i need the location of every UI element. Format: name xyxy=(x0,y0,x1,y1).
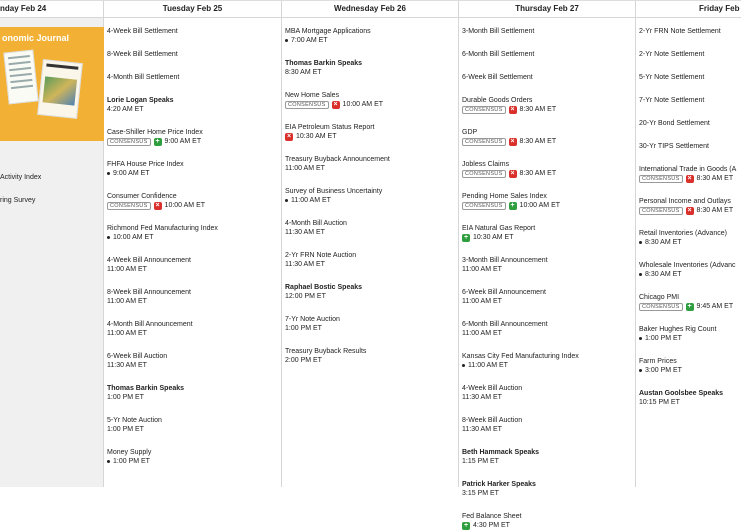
calendar-event[interactable] xyxy=(107,416,278,434)
bullet-dot-icon xyxy=(285,39,288,42)
event-time: 11:00 AM ET xyxy=(107,298,147,305)
event-time: 1:00 PM ET xyxy=(645,335,682,342)
event-name: 6-Month Bill Announcement xyxy=(462,321,548,328)
event-name: 20-Yr Bond Settlement xyxy=(639,120,710,127)
journal-page-image xyxy=(3,50,38,105)
event-name: Treasury Buyback Results xyxy=(285,348,367,355)
event-time: 11:00 AM ET xyxy=(107,266,147,273)
event-time-row xyxy=(639,270,738,279)
consensus-pill[interactable]: CONSENSUS xyxy=(107,202,151,210)
event-time-row xyxy=(285,36,455,45)
event-name: EIA Natural Gas Report xyxy=(462,225,536,232)
event-time: 7:00 AM ET xyxy=(291,37,328,44)
minus-badge-icon: × xyxy=(333,100,338,108)
event-time-row xyxy=(462,297,632,306)
event-time: 11:00 AM ET xyxy=(285,165,325,172)
event-name: Durable Goods Orders xyxy=(462,97,533,104)
event-time: 1:00 PM ET xyxy=(113,458,150,465)
calendar-event[interactable] xyxy=(639,357,738,375)
calendar-event[interactable] xyxy=(107,96,278,114)
event-time: 4:20 AM ET xyxy=(107,106,144,113)
event-time-row xyxy=(462,489,632,498)
event-time-row xyxy=(462,169,632,178)
consensus-pill[interactable]: CONSENSUS xyxy=(285,101,329,109)
calendar-event[interactable] xyxy=(462,256,632,274)
event-time: 8:30 AM ET xyxy=(696,207,734,214)
event-time: 12:00 PM ET xyxy=(285,293,326,300)
event-time: 1:00 PM ET xyxy=(285,325,322,332)
event-time: 11:30 AM ET xyxy=(107,362,147,369)
calendar-event[interactable] xyxy=(639,50,738,59)
event-time-row xyxy=(107,457,278,466)
calendar-event[interactable] xyxy=(462,512,632,530)
event-time-row xyxy=(285,68,455,77)
calendar-event[interactable] xyxy=(462,288,632,306)
event-time-row xyxy=(462,457,632,466)
calendar-event[interactable] xyxy=(285,251,455,269)
event-time: 11:00 AM ET xyxy=(462,330,502,337)
event-name: Chicago PMI xyxy=(639,294,680,301)
event-time: 11:30 AM ET xyxy=(285,261,325,268)
event-time: 8:30 AM ET xyxy=(645,271,682,278)
day-header: Tuesday Feb 25 xyxy=(104,1,281,18)
event-name: 6-Week Bill Settlement xyxy=(462,74,533,81)
calendar-event[interactable] xyxy=(285,283,455,301)
promo-title: onomic Journal xyxy=(2,33,70,43)
event-time-row xyxy=(285,164,455,173)
event-name: Thomas Barkin Speaks xyxy=(107,385,185,392)
event-name: Patrick Harker Speaks xyxy=(462,481,536,488)
calendar-event[interactable] xyxy=(462,27,632,36)
event-name: 7-Yr Note Auction xyxy=(285,316,340,323)
event-name: 4-Week Bill Announcement xyxy=(107,257,191,264)
event-time-row xyxy=(285,100,455,109)
bullet-dot-icon xyxy=(639,273,642,276)
calendar-event[interactable] xyxy=(639,73,738,82)
event-time-row xyxy=(107,105,278,114)
event-time: 11:30 AM ET xyxy=(462,394,502,401)
event-name: 5-Yr Note Settlement xyxy=(639,74,705,81)
event-name: 4-Week Bill Settlement xyxy=(107,28,178,35)
calendar-event[interactable] xyxy=(107,27,278,36)
event-time: 10:00 AM ET xyxy=(342,101,384,108)
minus-badge-icon: × xyxy=(687,206,692,214)
minus-badge-icon: × xyxy=(286,132,292,140)
event-time: 8:30 AM ET xyxy=(519,170,557,177)
event-name: Richmond Fed Manufacturing Index xyxy=(107,225,218,232)
calendar-event[interactable] xyxy=(639,96,738,105)
event-name: Beth Hammack Speaks xyxy=(462,449,540,456)
event-time: 11:00 AM ET xyxy=(462,298,502,305)
calendar-event[interactable] xyxy=(639,142,738,151)
event-time-row xyxy=(107,393,278,402)
calendar-event[interactable] xyxy=(285,219,455,237)
minus-badge-icon: × xyxy=(155,201,160,209)
minus-badge-icon: × xyxy=(510,105,515,113)
event-time-row xyxy=(462,201,632,210)
calendar-event[interactable] xyxy=(462,448,632,466)
event-time: 4:30 PM ET xyxy=(473,522,510,529)
event-time-row xyxy=(107,329,278,338)
calendar-event[interactable] xyxy=(107,256,278,274)
event-list xyxy=(459,18,635,530)
calendar-event[interactable] xyxy=(639,27,738,36)
bullet-dot-icon xyxy=(639,369,642,372)
day-header: Wednesday Feb 26 xyxy=(282,1,458,18)
calendar-event[interactable] xyxy=(107,128,278,146)
calendar-event[interactable] xyxy=(285,91,455,109)
calendar-event[interactable] xyxy=(462,384,632,402)
calendar-event[interactable] xyxy=(462,128,632,146)
event-time: 9:00 AM ET xyxy=(113,170,150,177)
event-time-row xyxy=(462,105,632,114)
consensus-pill[interactable]: CONSENSUS xyxy=(639,303,683,311)
plus-badge-icon: + xyxy=(687,302,692,310)
event-list xyxy=(636,18,741,407)
event-name: MBA Mortgage Applications xyxy=(285,28,371,35)
event-name: Retail Inventories (Advance) xyxy=(639,230,727,237)
plus-badge-icon: + xyxy=(155,137,160,145)
calendar-event[interactable] xyxy=(639,119,738,128)
bullet-dot-icon xyxy=(107,172,110,175)
day-column-monday xyxy=(0,1,104,487)
event-time: 11:30 AM ET xyxy=(462,426,502,433)
calendar-event[interactable] xyxy=(462,50,632,59)
plus-badge-icon: + xyxy=(510,201,515,209)
event-name: International Trade in Goods (A xyxy=(639,166,737,173)
event-name: 5-Yr Note Auction xyxy=(107,417,162,424)
event-name: Kansas City Fed Manufacturing Index xyxy=(462,353,579,360)
event-name: Wholesale Inventories (Advanc xyxy=(639,262,736,269)
event-name: 2-Yr FRN Note Settlement xyxy=(639,28,721,35)
event-name: 6-Week Bill Announcement xyxy=(462,289,546,296)
event-time-row xyxy=(285,324,455,333)
minus-badge-icon: × xyxy=(510,169,515,177)
journal-cover-image xyxy=(37,59,83,119)
economic-journal-promo[interactable] xyxy=(0,27,104,141)
consensus-pill[interactable]: CONSENSUS xyxy=(462,106,506,114)
event-time: 10:00 AM ET xyxy=(164,202,206,209)
calendar-event[interactable] xyxy=(107,73,278,82)
event-name: Survey of Business Uncertainty xyxy=(285,188,383,195)
calendar-event[interactable] xyxy=(639,261,738,279)
event-time: 8:30 AM ET xyxy=(519,138,557,145)
event-name: 2-Yr FRN Note Auction xyxy=(285,252,357,259)
bullet-dot-icon xyxy=(639,241,642,244)
event-name: 4-Month Bill Auction xyxy=(285,220,347,227)
event-name: Jobless Claims xyxy=(462,161,510,168)
event-time: 2:00 PM ET xyxy=(285,357,322,364)
event-time-row xyxy=(107,169,278,178)
event-time-row xyxy=(639,174,738,183)
bullet-dot-icon xyxy=(285,199,288,202)
event-time: 8:30 AM ET xyxy=(645,239,682,246)
event-list xyxy=(282,18,458,365)
calendar-event[interactable] xyxy=(285,155,455,173)
event-name: New Home Sales xyxy=(285,92,340,99)
event-name: 6-Week Bill Auction xyxy=(107,353,168,360)
calendar-event[interactable] xyxy=(462,416,632,434)
calendar-event[interactable] xyxy=(462,224,632,242)
event-time-row xyxy=(462,329,632,338)
event-time-row xyxy=(107,233,278,242)
calendar-event[interactable] xyxy=(285,27,455,45)
event-name: EIA Petroleum Status Report xyxy=(285,124,375,131)
event-name: Baker Hughes Rig Count xyxy=(639,326,717,333)
event-time-row xyxy=(107,201,278,210)
event-time-row xyxy=(285,228,455,237)
consensus-pill[interactable]: CONSENSUS xyxy=(107,138,151,146)
event-name: Personal Income and Outlays xyxy=(639,198,731,205)
calendar-event[interactable] xyxy=(285,59,455,77)
event-time: 10:00 AM ET xyxy=(519,202,561,209)
calendar-event[interactable] xyxy=(107,224,278,242)
event-name: 8-Week Bill Auction xyxy=(462,417,523,424)
plus-badge-icon: + xyxy=(463,521,469,529)
event-name: Money Supply xyxy=(107,449,152,456)
minus-badge-icon: × xyxy=(510,137,515,145)
event-time-row xyxy=(285,292,455,301)
day-column-friday xyxy=(636,1,741,487)
event-time-row xyxy=(285,356,455,365)
event-time-row xyxy=(107,425,278,434)
event-time-row xyxy=(107,137,278,146)
event-time-row xyxy=(462,393,632,402)
calendar-event[interactable] xyxy=(462,480,632,498)
consensus-pill[interactable]: CONSENSUS xyxy=(462,202,506,210)
event-time: 9:45 AM ET xyxy=(696,303,734,310)
event-name: Case-Shiller Home Price Index xyxy=(107,129,203,136)
event-time: 8:30 AM ET xyxy=(696,175,734,182)
event-name: Pending Home Sales Index xyxy=(462,193,547,200)
event-name: 4-Month Bill Announcement xyxy=(107,321,193,328)
day-header: nday Feb 24 xyxy=(0,1,103,18)
event-time-row xyxy=(462,521,632,530)
event-time-row xyxy=(462,265,632,274)
event-time: 1:00 PM ET xyxy=(107,394,144,401)
calendar-event[interactable] xyxy=(107,384,278,402)
calendar-event[interactable] xyxy=(107,160,278,178)
consensus-pill[interactable]: CONSENSUS xyxy=(639,207,683,215)
event-time-row xyxy=(285,132,455,141)
consensus-pill[interactable]: CONSENSUS xyxy=(462,138,506,146)
event-time: 11:30 AM ET xyxy=(285,229,325,236)
bullet-dot-icon xyxy=(462,364,465,367)
event-name: Thomas Barkin Speaks xyxy=(285,60,363,67)
minus-badge-icon: × xyxy=(687,174,692,182)
plus-badge-icon: + xyxy=(463,233,469,241)
calendar-event[interactable] xyxy=(462,352,632,370)
event-time-row xyxy=(107,361,278,370)
event-time-row xyxy=(462,137,632,146)
event-time-row xyxy=(107,297,278,306)
event-name: Farm Prices xyxy=(639,358,677,365)
event-time: 3:15 PM ET xyxy=(462,490,499,497)
event-time: 11:00 AM ET xyxy=(291,197,331,204)
event-name: 3-Month Bill Settlement xyxy=(462,28,535,35)
event-name: Treasury Buyback Announcement xyxy=(285,156,390,163)
event-name: ring Survey xyxy=(0,197,36,204)
event-time: 8:30 AM ET xyxy=(519,106,557,113)
calendar-event[interactable] xyxy=(0,173,100,182)
event-name: 2-Yr Note Settlement xyxy=(639,51,705,58)
event-name: 8-Week Bill Announcement xyxy=(107,289,191,296)
event-time: 10:30 AM ET xyxy=(296,133,337,140)
event-name: FHFA House Price Index xyxy=(107,161,184,168)
calendar-event[interactable] xyxy=(285,347,455,365)
event-time-row xyxy=(639,302,738,311)
event-time-row xyxy=(462,361,632,370)
consensus-pill[interactable]: CONSENSUS xyxy=(639,175,683,183)
calendar-event[interactable] xyxy=(0,196,100,205)
event-name: Austan Goolsbee Speaks xyxy=(639,390,724,397)
calendar-event[interactable] xyxy=(107,320,278,338)
calendar-event[interactable] xyxy=(107,352,278,370)
event-time: 10:00 AM ET xyxy=(113,234,154,241)
event-name: 6-Month Bill Settlement xyxy=(462,51,535,58)
day-header: Thursday Feb 27 xyxy=(459,1,635,18)
calendar-event[interactable] xyxy=(462,192,632,210)
day-column-thursday xyxy=(459,1,636,529)
calendar-event[interactable] xyxy=(639,389,738,407)
day-header: Friday Feb xyxy=(636,1,741,18)
calendar-event[interactable] xyxy=(285,315,455,333)
event-list xyxy=(104,18,281,466)
event-time: 3:00 PM ET xyxy=(645,367,682,374)
bullet-dot-icon xyxy=(107,460,110,463)
event-time-row xyxy=(285,260,455,269)
calendar-event[interactable] xyxy=(285,187,455,205)
calendar-event[interactable] xyxy=(462,96,632,114)
calendar-event[interactable] xyxy=(107,50,278,59)
event-name: Consumer Confidence xyxy=(107,193,177,200)
event-time-row xyxy=(462,233,632,242)
event-time: 1:15 PM ET xyxy=(462,458,499,465)
event-name: 3-Month Bill Announcement xyxy=(462,257,548,264)
event-time-row xyxy=(462,425,632,434)
event-time-row xyxy=(639,334,738,343)
event-name: GDP xyxy=(462,129,478,136)
bullet-dot-icon xyxy=(107,236,110,239)
calendar-event[interactable] xyxy=(462,320,632,338)
calendar-event[interactable] xyxy=(107,288,278,306)
event-time: 8:30 AM ET xyxy=(285,69,322,76)
event-name: 4-Week Bill Auction xyxy=(462,385,523,392)
event-name: Fed Balance Sheet xyxy=(462,513,522,520)
calendar-event[interactable] xyxy=(639,325,738,343)
calendar-event[interactable] xyxy=(107,192,278,210)
day-column-tuesday xyxy=(104,1,282,487)
event-time-row xyxy=(107,265,278,274)
event-time-row xyxy=(639,398,738,407)
event-name: Activity Index xyxy=(0,174,42,181)
event-name: 4-Month Bill Settlement xyxy=(107,74,180,81)
event-time: 10:15 PM ET xyxy=(639,399,680,406)
event-time: 9:00 AM ET xyxy=(164,138,202,145)
day-column-wednesday xyxy=(282,1,459,487)
event-time: 11:00 AM ET xyxy=(462,266,502,273)
calendar-event[interactable] xyxy=(107,448,278,466)
event-name: 7-Yr Note Settlement xyxy=(639,97,705,104)
bullet-dot-icon xyxy=(639,337,642,340)
event-time: 11:00 AM ET xyxy=(468,362,508,369)
event-time-row xyxy=(639,238,738,247)
consensus-pill[interactable]: CONSENSUS xyxy=(462,170,506,178)
event-time: 1:00 PM ET xyxy=(107,426,144,433)
calendar-event[interactable] xyxy=(639,197,738,215)
calendar-event[interactable] xyxy=(639,165,738,183)
calendar-event[interactable] xyxy=(639,229,738,247)
event-name: Raphael Bostic Speaks xyxy=(285,284,363,291)
event-name: 8-Week Bill Settlement xyxy=(107,51,178,58)
calendar-event[interactable] xyxy=(285,123,455,141)
event-name: 30-Yr TIPS Settlement xyxy=(639,143,709,150)
calendar-event[interactable] xyxy=(462,160,632,178)
calendar-event[interactable] xyxy=(462,73,632,82)
calendar-event[interactable] xyxy=(639,293,738,311)
event-time-row xyxy=(639,206,738,215)
event-time: 10:30 AM ET xyxy=(473,234,514,241)
event-name: Lorie Logan Speaks xyxy=(107,97,174,104)
event-time-row xyxy=(285,196,455,205)
event-time-row xyxy=(639,366,738,375)
event-time: 11:00 AM ET xyxy=(107,330,147,337)
